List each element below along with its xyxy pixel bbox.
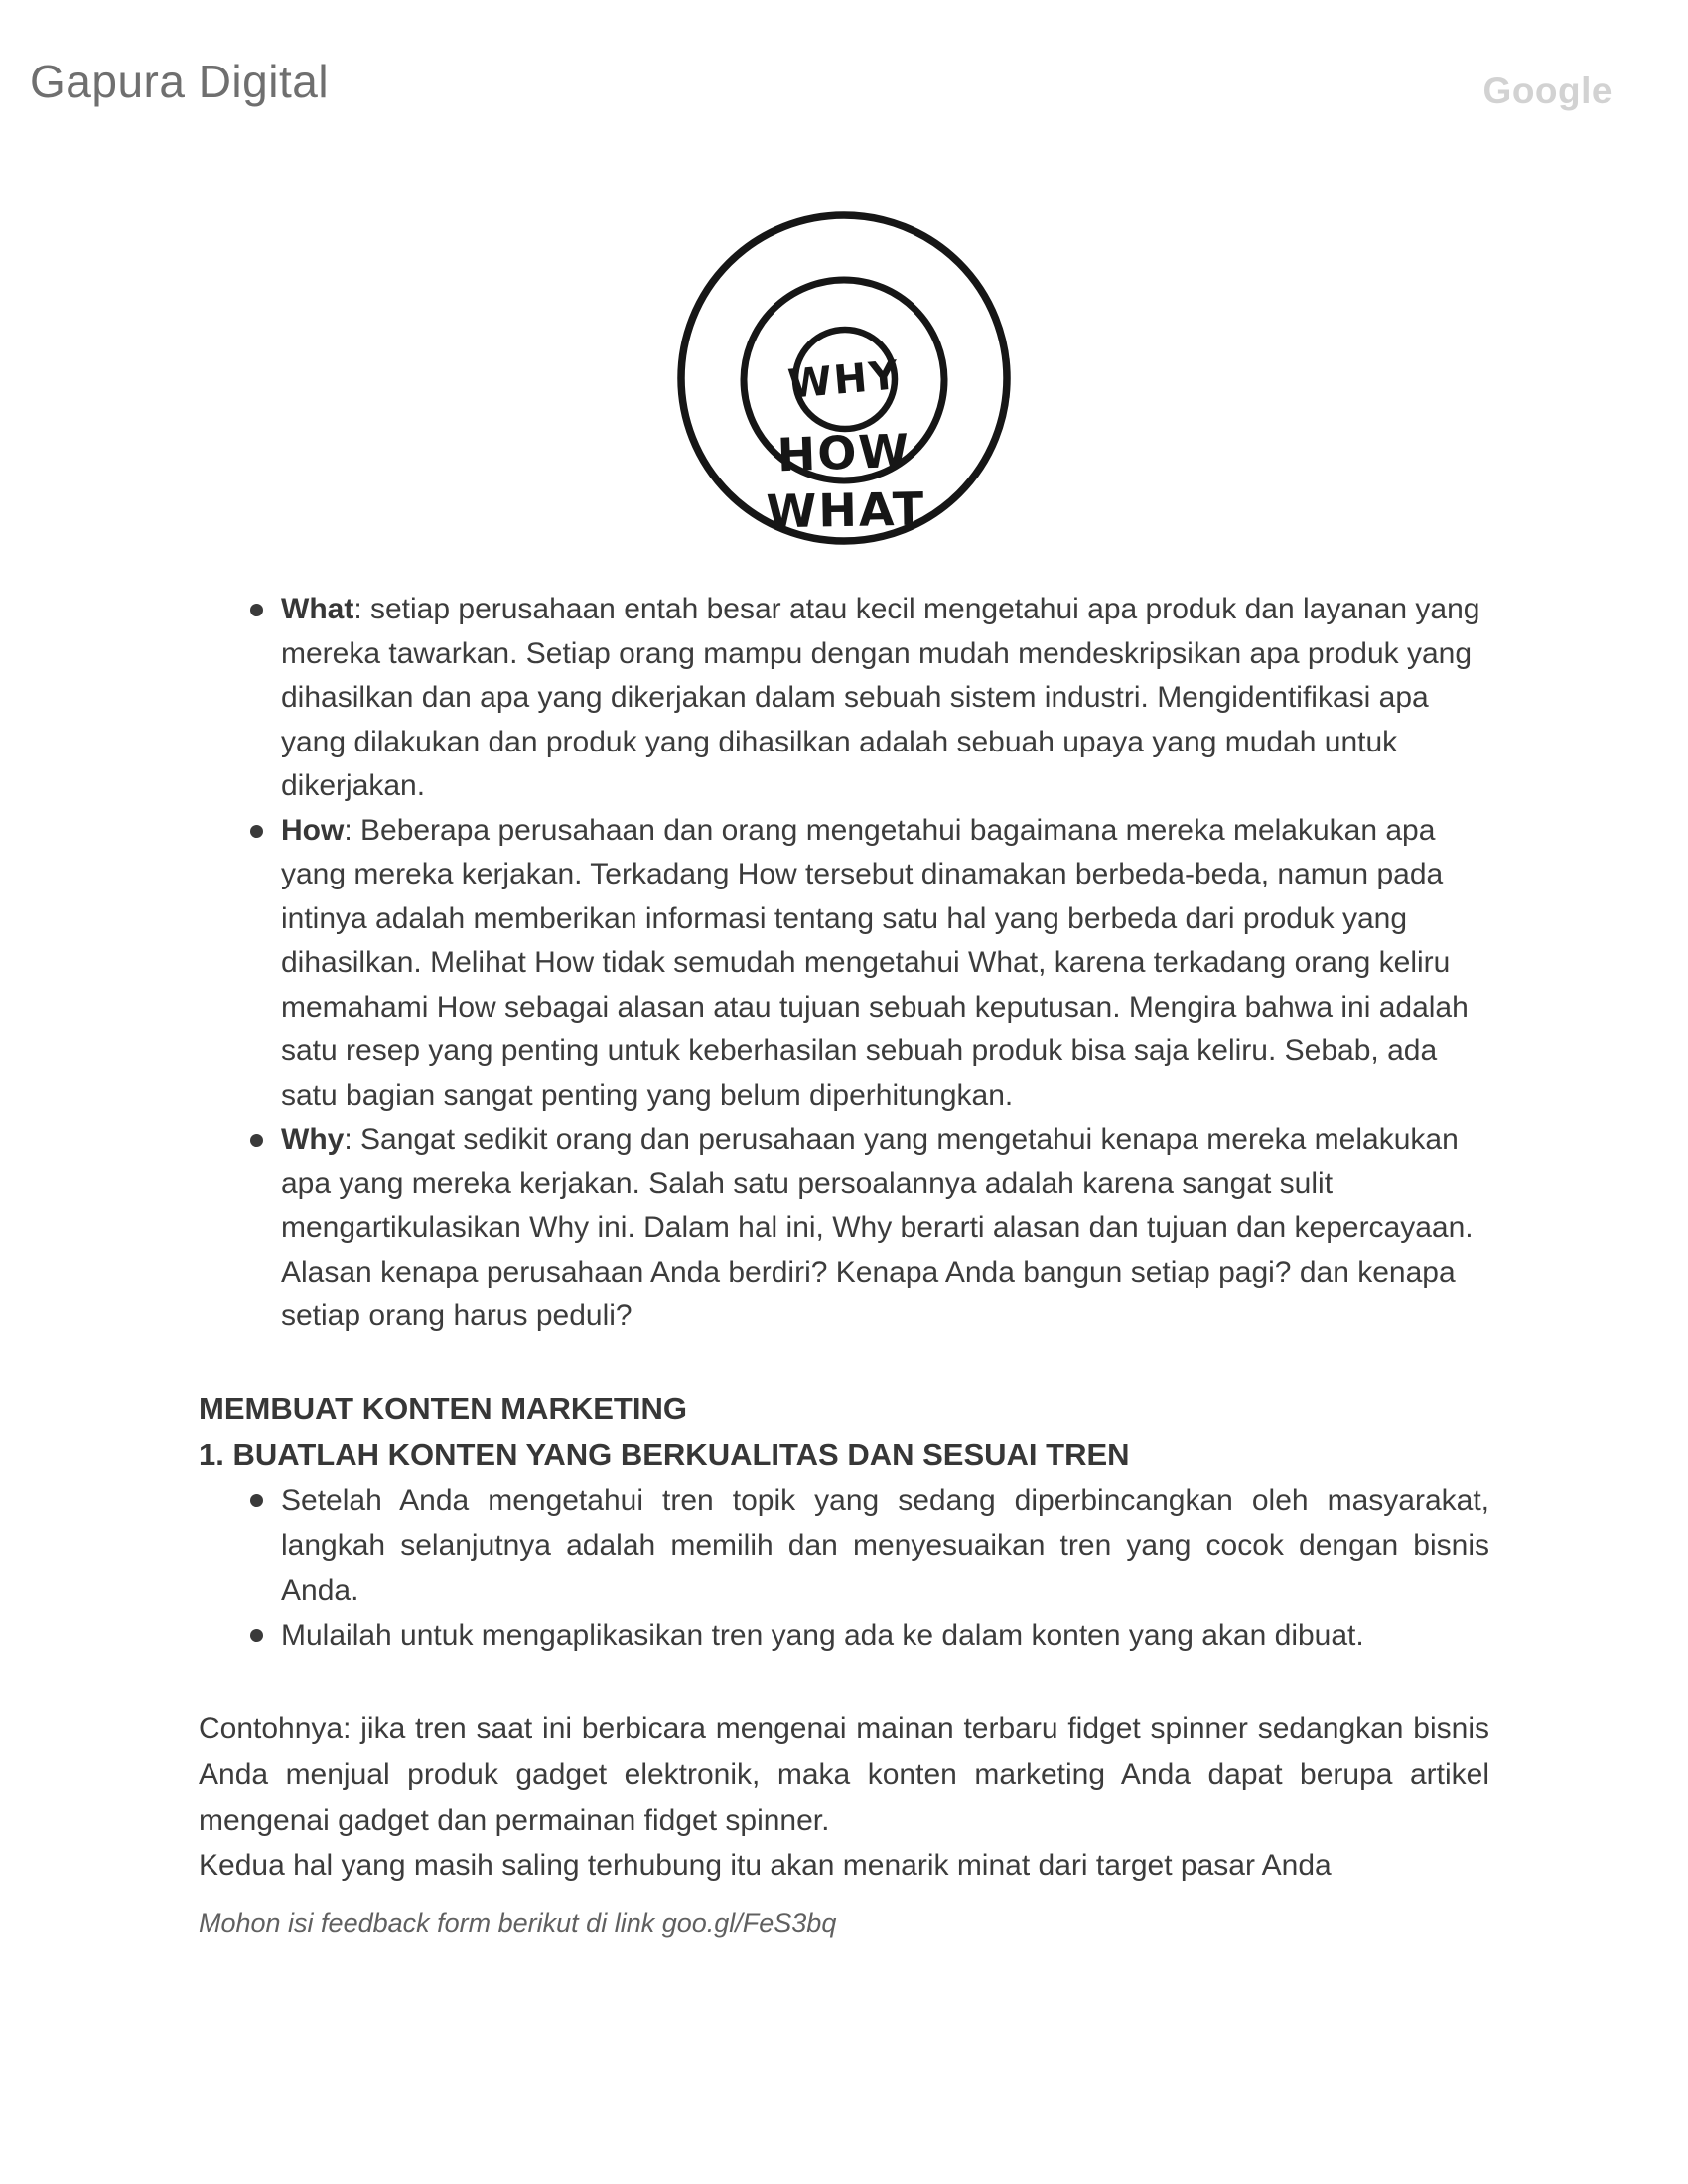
list-item-mulailah-text: Mulailah untuk mengaplikasikan tren yang ada ke dalam konten yang akan dibuat. <box>281 1619 1364 1652</box>
list-item-how <box>199 809 1489 1119</box>
trend-bullet-list <box>199 1478 1489 1659</box>
golden-circle-svg <box>675 210 1013 548</box>
list-item-what <box>199 588 1489 809</box>
golden-circle-bullet-list <box>199 588 1489 1339</box>
closing-paragraph: Kedua hal yang masih saling terhubung itu akan menarik minat dari target pasar Anda <box>199 1848 1332 1882</box>
list-item-setelah <box>199 1478 1489 1614</box>
brand-title: Gapura Digital <box>30 56 330 107</box>
what-label: WHAT <box>766 481 926 539</box>
list-item-setelah-text: Setelah Anda mengetahui tren topik yang sedang diperbincangkan oleh masyarakat, langkah selanjutnya adalah memilih dan menyesuaikan tren yang cocok dengan bisnis Anda. <box>281 1483 1489 1607</box>
google-logo: Google <box>1482 70 1613 111</box>
why-label: WHY <box>785 352 902 408</box>
document-body <box>199 0 1489 1940</box>
list-item-mulailah <box>199 1613 1489 1659</box>
feedback-note: Mohon isi feedback form berikut di link goo.gl/FeS3bq <box>199 1907 837 1938</box>
how-label: HOW <box>775 423 913 482</box>
list-item-what-text: : setiap perusahaan entah besar atau kecil mengetahui apa produk dan layanan yang mereka tawarkan. Setiap orang mampu dengan mudah mendeskripsikan apa produk yang dihasilkan dan apa yang dikerjakan dalam sebuah sistem industri. Mengidentifikasi apa yang dilakukan dan produk yang dihasilkan adalah sebuah upaya yang mudah untuk dikerjakan. <box>281 593 1480 802</box>
golden-circle-diagram <box>675 210 1013 548</box>
section-heading-membuat-konten-marketing: MEMBUAT KONTEN MARKETING <box>199 1390 687 1426</box>
term-why: Why <box>281 1123 345 1156</box>
term-what: What <box>281 593 354 625</box>
list-item-why <box>199 1118 1489 1339</box>
example-paragraph: Contohnya: jika tren saat ini berbicara mengenai mainan terbaru fidget spinner sedangkan bisnis Anda menjual produk gadget elektronik, maka konten marketing Anda dapat berupa artikel mengenai gadget dan permainan fidget spinner. <box>199 1711 1489 1837</box>
list-item-how-text: : Beberapa perusahaan dan orang mengetahui bagaimana mereka melakukan apa yang mereka kerjakan. Terkadang How tersebut dinamakan berbeda-beda, namun pada intinya adalah memberikan informasi tentang satu hal yang berbeda dari produk yang dihasilkan. Melihat How tidak semudah mengetahui What, karena terkadang orang keliru memahami How sebagai alasan atau tujuan sebuah keputusan. Mengira bahwa ini adalah satu resep yang penting untuk keberhasilan sebuah produk bisa saja keliru. Sebab, ada satu bagian sangat penting yang belum diperhitungkan. <box>281 813 1469 1112</box>
list-item-why-text: : Sangat sedikit orang dan perusahaan yang mengetahui kenapa mereka melakukan apa yang mereka kerjakan. Salah satu persoalannya adalah karena sangat sulit mengartikulasikan Why ini. Dalam hal ini, Why berarti alasan dan tujuan dan kepercayaan. Alasan kenapa perusahaan Anda berdiri? Kenapa Anda bangun setiap pagi? dan kenapa setiap orang harus peduli? <box>281 1123 1474 1332</box>
term-how: How <box>281 813 345 847</box>
section-heading-buatlah-konten: 1. BUATLAH KONTEN YANG BERKUALITAS DAN SESUAI TREN <box>199 1436 1130 1472</box>
